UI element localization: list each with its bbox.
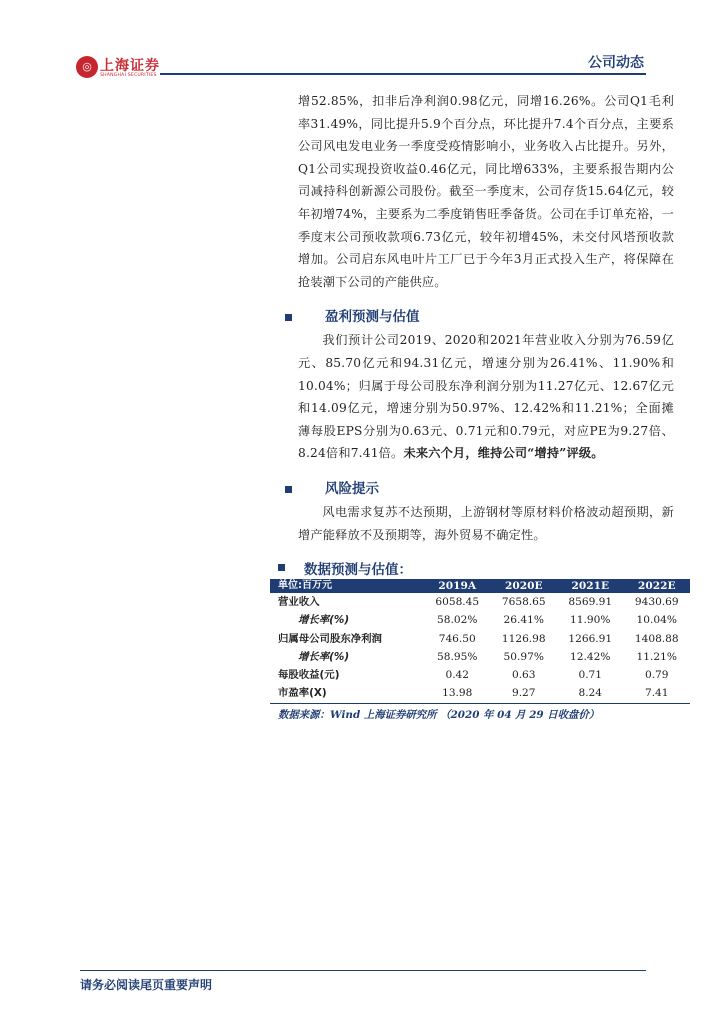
column-header: 2020E: [491, 579, 558, 593]
forecast-paragraph: [298, 329, 674, 465]
table-cell: 10.04%: [636, 614, 677, 627]
section-title-text: 盈利预测与估值: [325, 309, 420, 326]
table-row: [270, 593, 690, 611]
section-bullet-icon: [285, 314, 292, 321]
logo-chinese-name: 上海证券: [100, 58, 160, 74]
table-cell: 11.21%: [636, 650, 677, 663]
table-cell: 1266.91: [568, 632, 613, 645]
column-header: 2019A: [424, 579, 491, 593]
table-title: [270, 557, 690, 579]
table-cell: 0.79: [644, 669, 669, 682]
table-cell: 13.98: [424, 684, 491, 703]
table-row: [270, 648, 690, 666]
q1-results-paragraph: 增52.85%，扣非后净利润0.98亿元，同增16.26%。公司Q1毛利率31.49%，同比提升5.9个百分点，环比提升7.4个百分点，主要系公司风电发电业务一季度受疫情影响小，业务收入占比提升。另外，Q1公司实现投资收益0.46亿元，同比增633%，主要系报告期内公司减持科创新源公司股份。截至一季度末，公司存货15.64亿元，较年初增74%，主要系为二季度销售旺季备货。公司在手订单充裕，一季度末公司预收款项6.73亿元，较年初增45%，未交付风塔预收款增加。公司启东风电叶片工厂已于今年3月正式投入生产，将保障在抢装潮下公司的产能供应。: [298, 94, 674, 289]
table-row: [270, 611, 690, 629]
table-cell: 0.42: [445, 669, 470, 682]
logo-mark-icon: ◎: [76, 56, 98, 78]
risk-paragraph: 风电需求复苏不达预期，上游钢材等原材料价格波动超预期，新增产能释放不及预期等，海外贸易不确定性。: [298, 504, 674, 542]
table-cell: 8.24: [557, 684, 624, 703]
section-bullet-icon: [278, 564, 285, 571]
column-header: 2022E: [624, 579, 691, 593]
table-cell: 0.71: [578, 669, 603, 682]
rating-statement: 未来六个月，维持公司“增持”评级。: [403, 446, 604, 461]
table-title-text: 数据预测与估值：: [304, 562, 412, 578]
table-cell: 50.97%: [503, 650, 544, 663]
row-label: 归属母公司股东净利润: [278, 632, 382, 645]
company-logo: [76, 54, 166, 82]
table-cell: 58.02%: [437, 614, 478, 627]
section-bullet-icon: [285, 486, 292, 493]
table-row: [270, 666, 690, 684]
table-cell: 7658.65: [501, 596, 546, 608]
page-header: [0, 0, 724, 80]
table-source-note: 数据来源：Wind 上海证券研究所 （2020 年 04 月 29 日收盘价）: [278, 708, 600, 721]
section-title-text: 风险提示: [325, 480, 379, 497]
table-header-row: [270, 579, 690, 593]
logo-english-name: SHANGHAI SECURITIES: [100, 73, 157, 78]
table-cell: 8569.91: [568, 596, 613, 608]
row-label: 每股收益(元): [278, 669, 340, 682]
table-cell: 0.63: [511, 669, 536, 682]
main-content: [298, 90, 674, 546]
row-label: 市盈率(X): [270, 684, 424, 703]
forecast-table: [270, 579, 690, 704]
table-cell: 26.41%: [503, 614, 544, 627]
table-row: [270, 630, 690, 648]
table-cell: 6058.45: [435, 596, 480, 608]
footer-divider: [80, 970, 646, 971]
column-header: 2021E: [557, 579, 624, 593]
table-cell: 12.42%: [570, 650, 611, 663]
table-cell: 7.41: [624, 684, 691, 703]
table-cell: 746.50: [438, 632, 476, 645]
forecast-table-section: [270, 557, 690, 721]
table-cell: 1126.98: [501, 632, 546, 645]
row-label: 增长率(%): [298, 614, 350, 627]
table-cell: 9430.69: [634, 596, 679, 608]
row-label: 增长率(%): [298, 650, 350, 663]
section-title-forecast: [298, 305, 674, 329]
forecast-text: 我们预计公司2019、2020和2021年营业收入分别为76.59亿元、85.70亿元和94.31亿元，增速分别为26.41%、11.90%和10.04%；归属于母公司股东净利润分别为11.27亿元、12.67亿元和14.09亿元，增速分别为50.97%、12.42%和11.21%；全面摊薄每股EPS分别为0.63元、0.71元和0.79元，对应PE为9.27倍、8.24倍和7.41倍。: [298, 333, 674, 461]
table-cell: 1408.88: [634, 632, 679, 645]
table-cell: 9.27: [491, 684, 558, 703]
footer-disclaimer: 请务必阅读尾页重要声明: [80, 978, 213, 992]
table-row: [270, 684, 690, 703]
section-title-risk: [298, 477, 674, 501]
row-label: 营业收入: [278, 596, 320, 608]
header-divider: [160, 73, 646, 75]
unit-header: 单位:百万元: [270, 579, 424, 593]
table-cell: 11.90%: [570, 614, 611, 627]
report-type-tag: 公司动态: [588, 55, 644, 71]
table-cell: 58.95%: [437, 650, 478, 663]
